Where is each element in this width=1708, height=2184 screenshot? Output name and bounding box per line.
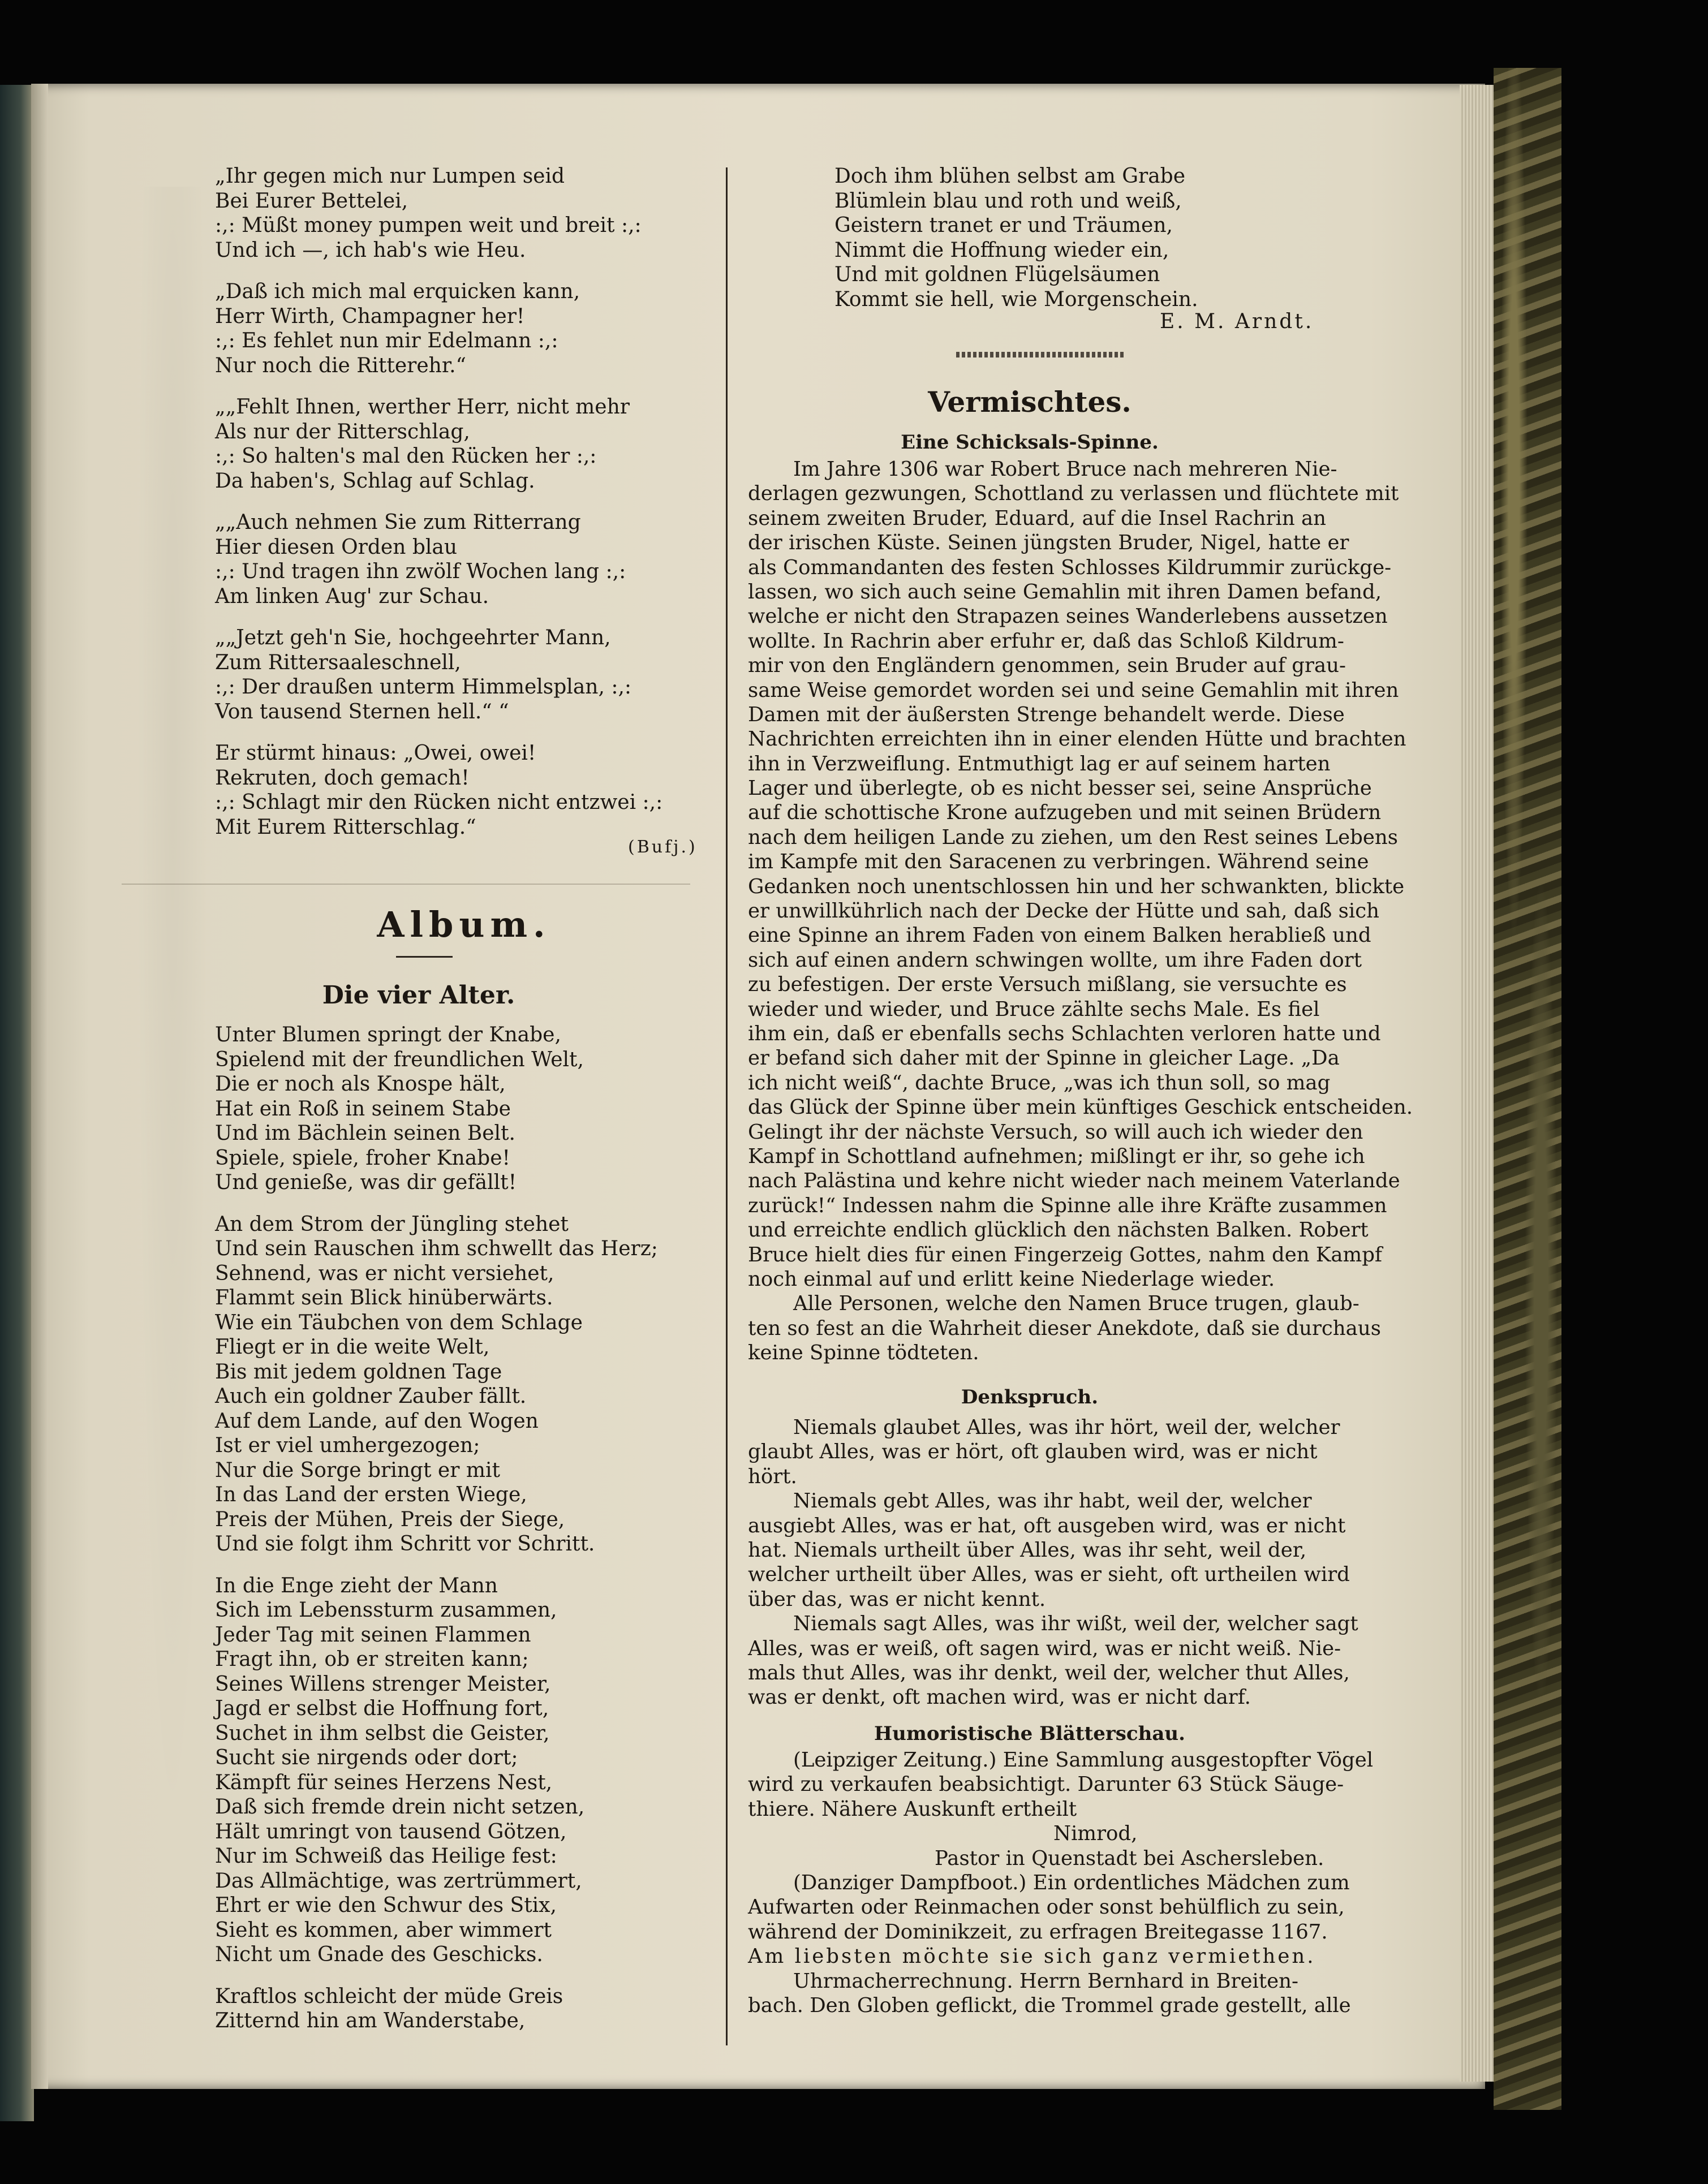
text-line: Spielend mit der freundlichen Welt, <box>215 1048 584 1071</box>
denkspruch-title: Denkspruch. <box>961 1386 1099 1408</box>
text-line: über das, was er nicht kennt. <box>748 1587 1046 1611</box>
text-line: Auf dem Lande, auf den Wogen <box>215 1409 539 1433</box>
text-line: Lager und überlegte, ob es nicht besser sei, seine Ansprüche <box>748 777 1372 800</box>
humor-title: Humoristische Blätterschau. <box>874 1722 1185 1745</box>
stanza-gap <box>215 493 707 510</box>
text-line: Von tausend Sternen hell.“ “ <box>215 700 509 723</box>
text-line: wird zu verkaufen beabsichtigt. Darunter 63 Stück Säuge- <box>748 1773 1344 1797</box>
text-line: Kampf in Schottland aufnehmen; mißlingt er ihr, so gehe ich <box>748 1144 1365 1168</box>
text-line: Sich im Lebenssturm zusammen, <box>215 1599 557 1622</box>
text-line: Nachrichten erreichten ihn in einer elenden Hütte und brachten <box>748 727 1406 751</box>
text-line: Nicht um Gnade des Geschicks. <box>215 1943 543 1966</box>
text-line: „Ihr gegen mich nur Lumpen seid <box>215 165 565 188</box>
text-line: Rekruten, doch gemach! <box>215 766 470 790</box>
text-line: Zum Rittersaaleschnell, <box>215 651 461 674</box>
text-line: Jeder Tag mit seinen Flammen <box>215 1623 531 1647</box>
text-line: Niemals glaubet Alles, was ihr hört, weil der, welcher <box>793 1416 1340 1439</box>
text-line: Jagd er selbst die Hoffnung fort, <box>215 1697 549 1720</box>
text-line: eine Spinne an ihrem Faden von einem Balken herabließ und <box>748 924 1371 947</box>
text-line: Preis der Mühen, Preis der Siege, <box>215 1507 565 1531</box>
text-line: wollte. In Rachrin aber erfuhr er, daß das Schloß Kildrum- <box>748 629 1344 653</box>
text-line: (Leipziger Zeitung.) Eine Sammlung ausgestopfter Vögel <box>793 1748 1374 1772</box>
text-line: :,: Und tragen ihn zwölf Wochen lang :,: <box>215 560 626 583</box>
text-line: Suchet in ihm selbst die Geister, <box>215 1721 550 1745</box>
text-line: Nimrod, <box>1053 1822 1138 1846</box>
text-line: welcher urtheilt über Alles, was er sieht, oft urtheilen wird <box>748 1563 1350 1587</box>
text-line: In das Land der ersten Wiege, <box>215 1483 527 1506</box>
text-line: Flammt sein Blick hinüberwärts. <box>215 1286 553 1309</box>
text-line: Nur die Sorge bringt er mit <box>215 1458 500 1482</box>
text-line: „„Fehlt Ihnen, werther Herr, nicht mehr <box>215 395 630 419</box>
text-line: :,: Schlagt mir den Rücken nicht entzwei :,: <box>215 791 663 814</box>
text-line: Da haben's, Schlag auf Schlag. <box>215 469 535 493</box>
text-line: das Glück der Spinne über mein künftiges Geschick entscheiden. <box>748 1096 1413 1119</box>
text-line: Am liebsten möchte sie sich ganz vermiethen. <box>748 1945 1316 1968</box>
text-line: „„Auch nehmen Sie zum Ritterrang <box>215 511 581 534</box>
humor-body <box>748 1748 1373 2018</box>
text-line: Blümlein blau und roth und weiß, <box>834 189 1182 213</box>
text-line: Kämpft für seines Herzens Nest, <box>215 1771 553 1794</box>
text-line: lassen, wo sich auch seine Gemahlin mit ihren Damen befand, <box>748 580 1382 604</box>
text-line: Hat ein Roß in seinem Stabe <box>215 1097 511 1121</box>
text-line: Seines Willens strenger Meister, <box>215 1672 551 1696</box>
text-line: Am linken Aug' zur Schau. <box>215 584 489 608</box>
text-line: nach dem heiligen Lande zu ziehen, um den Rest seines Lebens <box>748 825 1398 849</box>
text-line: derlagen gezwungen, Schottland zu verlassen und flüchtete mit <box>748 482 1399 506</box>
section-heading: Vermischtes. <box>928 385 1132 419</box>
text-line: :,: Es fehlet nun mir Edelmann :,: <box>215 329 558 352</box>
text-line: Bis mit jedem goldnen Tage <box>215 1360 502 1384</box>
text-line: Und sein Rauschen ihm schwellt das Herz; <box>215 1237 658 1260</box>
text-line: Gelingt ihr der nächste Versuch, so will auch ich wieder den <box>748 1120 1363 1144</box>
text-line: Im Jahre 1306 war Robert Bruce nach mehreren Nie- <box>793 458 1337 481</box>
text-line: seinem zweiten Bruder, Eduard, auf die Insel Rachrin an <box>748 506 1327 530</box>
text-line: Das Allmächtige, was zertrümmert, <box>215 1869 582 1893</box>
text-line: hat. Niemals urtheilt über Alles, was ihr seht, weil der, <box>748 1538 1307 1562</box>
text-line: Alle Personen, welche den Namen Bruce trugen, glaub- <box>793 1292 1359 1316</box>
text-line: thiere. Nähere Auskunft ertheilt <box>748 1797 1077 1821</box>
page-gutter <box>31 84 48 2089</box>
text-line: ich nicht weiß“, dachte Bruce, „was ich thun soll, so mag <box>748 1071 1331 1095</box>
text-line: Geistern tranet er und Träumen, <box>834 214 1173 237</box>
text-line: ihm ein, daß er ebenfalls sechs Schlachten verloren hatte und <box>748 1022 1381 1045</box>
text-line: während der Dominikzeit, zu erfragen Breitegasse 1167. <box>748 1920 1328 1944</box>
text-line: Spiele, spiele, froher Knabe! <box>215 1146 510 1170</box>
text-line: Hält umringt von tausend Götzen, <box>215 1820 567 1843</box>
text-line: sich auf einen andern schwingen wollte, um ihre Faden dort <box>748 948 1362 972</box>
text-line: Auch ein goldner Zauber fällt. <box>215 1385 527 1408</box>
text-line: Gedanken noch unentschlossen hin und her schwankten, blickte <box>748 875 1405 898</box>
text-line: :,: Der draußen unterm Himmelsplan, :,: <box>215 675 632 699</box>
poem-ritterschlag <box>215 164 707 839</box>
text-line: Pastor in Quenstadt bei Aschersleben. <box>935 1846 1324 1870</box>
text-line: Und im Bächlein seinen Belt. <box>215 1122 515 1145</box>
text-line: und erreichte endlich glücklich den nächsten Balken. Robert <box>748 1218 1369 1242</box>
text-line: auf die schottische Krone aufzugeben und mit seinen Brüdern <box>748 801 1382 825</box>
text-line: Und ich —, ich hab's wie Heu. <box>215 238 526 262</box>
stanza-gap <box>215 1557 707 1574</box>
album-heading: Album. <box>377 904 551 945</box>
poem-continuation <box>834 164 1434 312</box>
text-line: Sieht es kommen, aber wimmert <box>215 1918 552 1942</box>
text-line: Sucht sie nirgends oder dort; <box>215 1746 518 1769</box>
text-line: Bei Eurer Bettelei, <box>215 189 408 213</box>
stanza-gap <box>215 1967 707 1984</box>
text-line: Herr Wirth, Champagner her! <box>215 304 525 328</box>
text-line: Uhrmacherrechnung. Herrn Bernhard in Breiten- <box>793 1969 1298 1993</box>
text-line: als Commandanten des festen Schlosses Kildrummir zurückge- <box>748 555 1392 579</box>
text-line: Zitternd hin am Wanderstabe, <box>215 2009 526 2032</box>
denkspruch-body <box>748 1415 1358 1710</box>
text-line: im Kampfe mit den Saracenen zu verbringen. Während seine <box>748 850 1369 874</box>
poem-author: E. M. Arndt. <box>1160 310 1314 333</box>
source-note: (Bufj.) <box>628 837 698 857</box>
stanza-gap <box>215 724 707 741</box>
text-line: Daß sich fremde drein nicht setzen, <box>215 1795 585 1819</box>
text-line: Doch ihm blühen selbst am Grabe <box>834 165 1186 188</box>
text-line: Und mit goldnen Flügelsäumen <box>834 263 1160 286</box>
column-rule <box>726 167 728 2045</box>
text-line: Kraftlos schleicht der müde Greis <box>215 1984 563 2008</box>
text-line: Ist er viel umhergezogen; <box>215 1434 480 1457</box>
text-line: welche er nicht den Strapazen seines Wanderlebens aussetzen <box>748 605 1388 628</box>
text-line: Die er noch als Knospe hält, <box>215 1072 506 1096</box>
text-line: :,: Müßt money pumpen weit und breit :,: <box>215 214 642 237</box>
article-title: Eine Schicksals-Spinne. <box>901 431 1159 454</box>
text-line: Niemals sagt Alles, was ihr wißt, weil der, welcher sagt <box>793 1612 1358 1636</box>
text-line: der irischen Küste. Seinen jüngsten Bruder, Nigel, hatte er <box>748 531 1349 555</box>
article-body <box>748 457 1413 1365</box>
text-line: Nimmt die Hoffnung wieder ein, <box>834 238 1169 262</box>
text-line: er befand sich daher mit der Spinne in gleicher Lage. „Da <box>748 1046 1340 1070</box>
text-line: An dem Strom der Jüngling stehet <box>215 1212 569 1236</box>
text-line: mir von den Engländern genommen, sein Bruder auf grau- <box>748 654 1346 678</box>
text-line: (Danziger Dampfboot.) Ein ordentliches Mädchen zum <box>793 1871 1350 1894</box>
text-line: keine Spinne tödteten. <box>748 1341 979 1365</box>
text-line: Ehrt er wie den Schwur des Stix, <box>215 1894 557 1917</box>
stanza-gap <box>215 609 707 626</box>
text-line: Alles, was er weiß, oft sagen wird, was er nicht weiß. Nie- <box>748 1636 1341 1660</box>
text-line: wieder und wieder, und Bruce zählte sechs Male. Es fiel <box>748 997 1320 1021</box>
text-line: Als nur der Ritterschlag, <box>215 420 470 443</box>
text-line: zu befestigen. Der erste Versuch mißlang, sie versuchte es <box>748 973 1347 997</box>
text-line: ihn in Verzweiflung. Entmuthigt lag er auf seinem harten <box>748 752 1331 776</box>
text-line: noch einmal auf und erlitt keine Niederlage wieder. <box>748 1267 1275 1291</box>
album-rule <box>396 956 453 958</box>
text-line: Fliegt er in die weite Welt, <box>215 1336 490 1359</box>
text-line: Nur im Schweiß das Heilige fest: <box>215 1845 557 1868</box>
text-line: „Daß ich mich mal erquicken kann, <box>215 280 580 303</box>
stanza-gap <box>215 262 707 279</box>
text-line: Fragt ihn, ob er streiten kann; <box>215 1648 529 1671</box>
text-line: Unter Blumen springt der Knabe, <box>215 1023 561 1046</box>
text-line: Er stürmt hinaus: „Owei, owei! <box>215 742 536 765</box>
text-line: er unwillkührlich nach der Decke der Hütte und sah, daß sich <box>748 899 1379 923</box>
wavy-divider <box>956 352 1126 357</box>
text-line: Und genieße, was dir gefällt! <box>215 1171 517 1194</box>
text-line: Aufwarten oder Reinmachen oder sonst behülflich zu sein, <box>748 1896 1345 1919</box>
text-line: ausgiebt Alles, was er hat, oft ausgeben wird, was er nicht <box>748 1514 1346 1537</box>
text-line: Wie ein Täubchen von dem Schlage <box>215 1311 583 1334</box>
text-line: Nur noch die Ritterehr.“ <box>215 354 466 377</box>
text-line: Und sie folgt ihm Schritt vor Schritt. <box>215 1532 595 1556</box>
poem-die-vier-alter <box>215 1023 707 2034</box>
poem-title: Die vier Alter. <box>322 981 515 1010</box>
bleed-through <box>130 187 215 2053</box>
text-line: Sehnend, was er nicht versiehet, <box>215 1261 554 1285</box>
text-line: same Weise gemordet worden sei und seine Gemahlin mit ihren <box>748 678 1399 702</box>
text-line: zurück!“ Indessen nahm die Spinne alle ihre Kräfte zusammen <box>748 1194 1387 1217</box>
text-line: Kommt sie hell, wie Morgenschein. <box>834 287 1198 311</box>
text-line: Mit Eurem Ritterschlag.“ <box>215 815 476 839</box>
text-line: hört. <box>748 1464 797 1488</box>
text-line: Niemals gebt Alles, was ihr habt, weil der, welcher <box>793 1489 1312 1513</box>
stanza-gap <box>215 378 707 395</box>
text-line: nach Palästina und kehre nicht wieder nach meinem Vaterlande <box>748 1169 1400 1193</box>
text-line: Bruce hielt dies für einen Fingerzeig Gottes, nahm den Kampf <box>748 1243 1383 1267</box>
text-line: ten so fest an die Wahrheit dieser Anekdote, daß sie durchaus <box>748 1316 1381 1340</box>
text-line: :,: So halten's mal den Rücken her :,: <box>215 445 597 468</box>
text-line: Hier diesen Orden blau <box>215 535 458 559</box>
book-spine-left <box>0 85 34 2121</box>
text-line: bach. Den Globen geflickt, die Trommel grade gestellt, alle <box>748 1993 1351 2017</box>
text-line: Damen mit der äußersten Strenge behandelt werde. Diese <box>748 703 1345 726</box>
marbled-cover-board <box>1494 68 1561 2110</box>
text-line: mals thut Alles, was ihr denkt, weil der, welcher thut Alles, <box>748 1661 1350 1685</box>
text-line: glaubt Alles, was er hört, oft glauben wird, was er nicht <box>748 1440 1318 1464</box>
stanza-gap <box>215 1195 707 1212</box>
text-line: was er denkt, oft machen wird, was er nicht darf. <box>748 1686 1251 1709</box>
text-line: In die Enge zieht der Mann <box>215 1574 498 1597</box>
section-rule-left <box>122 884 690 885</box>
text-line: „„Jetzt geh'n Sie, hochgeehrter Mann, <box>215 626 611 649</box>
